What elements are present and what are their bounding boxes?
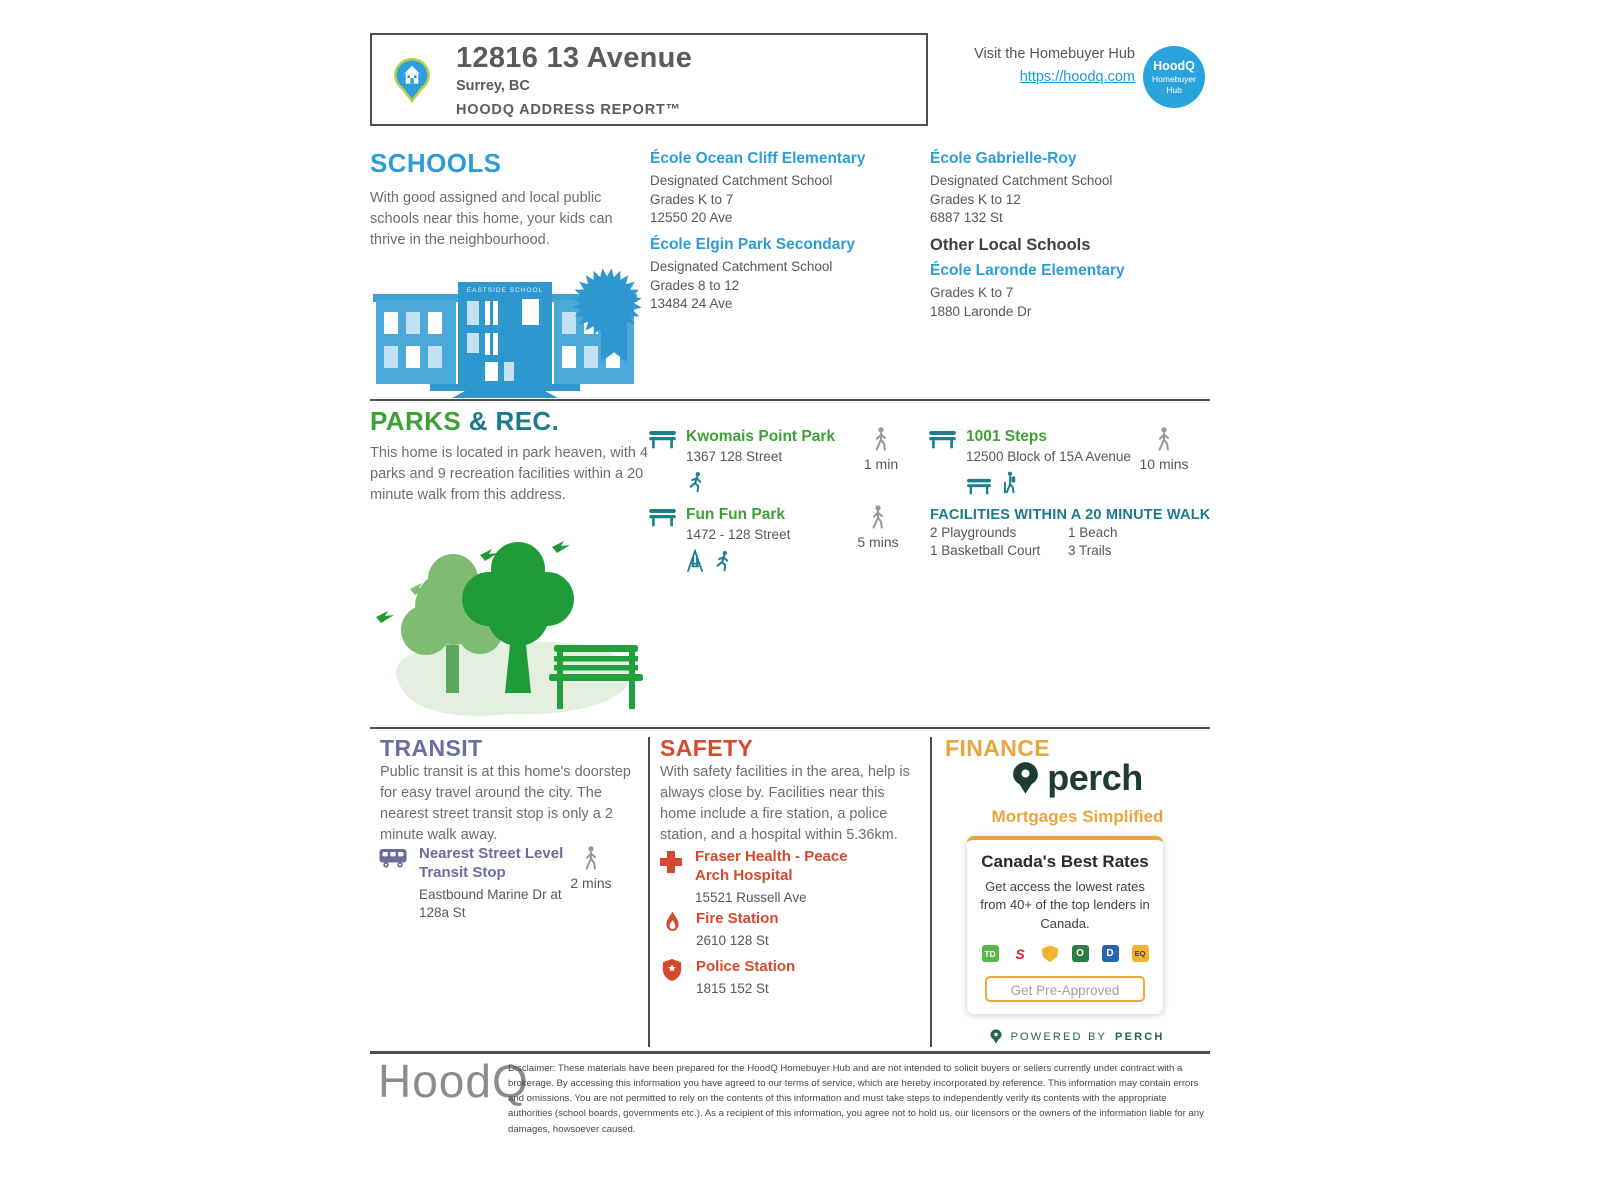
walking-person-icon [580, 845, 602, 872]
park-bench-icon [648, 430, 677, 449]
school-name: École Gabrielle-Roy [930, 150, 1077, 167]
safety-facility-name: Fire Station [696, 910, 779, 927]
school-address: 6887 132 St [930, 210, 1003, 226]
school-address: 13484 24 Ave [650, 296, 733, 312]
column-divider [648, 737, 650, 1047]
transit-stop-address: Eastbound Marine Dr at 128a St [419, 886, 562, 921]
walk-time-label: 1 min [863, 456, 899, 472]
perch-pin-icon [990, 1029, 1002, 1044]
park-name: 1001 Steps [966, 428, 1047, 445]
park-card [928, 428, 1143, 495]
school-grades: Grades 8 to 12 [650, 277, 740, 293]
park-illustration [368, 495, 658, 723]
school-type: Designated Catchment School [650, 173, 833, 188]
powered-by-brand: PERCH [1115, 1030, 1165, 1043]
perch-tagline: Mortgages Simplified [991, 807, 1164, 826]
transit-intro: Public transit is at this home's doorstep for easy travel around the city. The nearest street transit stop is only a 2 minute walk away. [380, 764, 631, 844]
visit-hub-text: Visit the Homebuyer Hub [974, 46, 1135, 62]
walk-time [853, 504, 903, 550]
walk-time [1136, 426, 1192, 472]
safety-card [663, 910, 874, 951]
school-type: Designated Catchment School [650, 259, 833, 274]
schools-intro: With good assigned and local public schools near this home, your kids can thrive in the neighbourhood. [370, 190, 613, 249]
school-grades: Grades K to 7 [930, 285, 1014, 300]
school-address: 1880 Laronde Dr [930, 303, 1032, 319]
runner-icon [713, 550, 732, 573]
park-bench-icon [648, 508, 677, 527]
park-address: 1367 128 Street [686, 449, 783, 464]
badge-line2: Homebuyer [1152, 74, 1196, 85]
perch-wordmark: perch [1047, 757, 1143, 798]
police-shield-icon [661, 958, 683, 982]
school-card [650, 150, 900, 228]
hoodq-homebuyer-hub-badge [1143, 46, 1205, 108]
bus-icon [378, 847, 408, 869]
lender-logos-row [967, 945, 1163, 962]
scotiabank-logo: S [1012, 945, 1029, 962]
safety-facility-name: Fraser Health - Peace Arch Hospital [695, 848, 848, 884]
fire-flame-icon [663, 910, 682, 935]
safety-intro: With safety facilities in the area, help is always close by. Facilities near this home include a fire station, a police station, and a hospital within 5.36km. [660, 764, 910, 844]
safety-facility-address: 15521 Russell Ave [695, 889, 807, 905]
offer-title: Canada's Best Rates [981, 852, 1149, 871]
park-name: Kwomais Point Park [686, 428, 836, 445]
hiker-icon [1001, 471, 1020, 495]
transit-stop-name: Nearest Street Level Transit Stop [419, 845, 564, 881]
shield-lender-logo [1042, 945, 1059, 962]
transit-section-title: TRANSIT [380, 735, 483, 761]
home-location-pin-icon [394, 57, 430, 103]
safety-facility-address: 1815 152 St [696, 980, 769, 996]
homebuyer-hub-promo [935, 46, 1135, 85]
park-address: 12500 Block of 15A Avenue [966, 449, 1131, 464]
powered-by-text: POWERED BY [1010, 1030, 1108, 1043]
schools-section-title: SCHOOLS [370, 148, 502, 178]
school-card [650, 236, 900, 314]
parks-intro: This home is located in park heaven, with 4 parks and 9 recreation facilities within a 20 minute walk from this address. [370, 445, 649, 504]
facility-item: 1 Basketball Court [930, 543, 1041, 558]
park-address: 1472 - 128 Street [686, 527, 791, 542]
desjardins-logo: D [1102, 945, 1119, 962]
school-card [930, 150, 1180, 228]
report-title: HOODQ ADDRESS REPORT™ [456, 101, 681, 118]
school-name: École Laronde Elementary [930, 262, 1125, 279]
hoodq-footer-logo: HoodQ [378, 1055, 529, 1107]
school-grades: Grades K to 7 [650, 191, 734, 207]
section-divider [370, 399, 1210, 401]
transit-stop-card [378, 845, 579, 923]
address-city: Surrey, BC [456, 77, 530, 94]
walk-time [566, 845, 616, 891]
walking-person-icon [867, 504, 889, 531]
park-card [648, 506, 853, 573]
badge-brand: HoodQ [1153, 59, 1195, 74]
parks-title-teal: & REC. [461, 406, 560, 436]
column-divider [930, 737, 932, 1047]
page-title-address: 12816 13 Avenue [456, 41, 693, 74]
hospital-cross-icon [658, 849, 684, 875]
safety-facility-address: 2610 128 St [696, 932, 769, 948]
safety-section-title: SAFETY [660, 735, 754, 761]
finance-section-title: FINANCE [945, 735, 1051, 761]
facility-item: 1 Beach [1068, 525, 1118, 540]
school-name: École Ocean Cliff Elementary [650, 150, 866, 167]
school-card [930, 262, 1180, 321]
perch-logo [945, 757, 1210, 799]
section-divider [370, 727, 1210, 729]
offer-text: Get access the lowest rates from 40+ of the top lenders in Canada. [980, 879, 1150, 931]
park-card [648, 428, 853, 494]
school-type: Designated Catchment School [930, 173, 1113, 188]
finance-offer-card [967, 836, 1163, 1014]
facilities-title: FACILITIES WITHIN A 20 MINUTE WALK [930, 507, 1211, 523]
parks-section-title [370, 406, 559, 437]
school-address: 12550 20 Ave [650, 210, 733, 226]
walk-time-label: 2 mins [570, 875, 612, 891]
walking-person-icon [870, 426, 892, 453]
svg-text:EASTSIDE SCHOOL: EASTSIDE SCHOOL [466, 287, 544, 294]
walk-time [858, 426, 904, 472]
facility-item: 3 Trails [1068, 543, 1112, 558]
facility-item: 2 Playgrounds [930, 525, 1017, 540]
badge-line3: Hub [1166, 84, 1182, 95]
eq-bank-logo: EQ [1132, 945, 1149, 962]
disclaimer-text: Disclaimer: These materials have been prepared for the HoodQ Homebuyer Hub and are not intended to solicit buyers or sellers currently under contract with a brokerage. By accessing this information you have agreed to our terms of service, which are hereby incorporated by reference. This information may contain errors and omissions. You are not permitted to rely on the contents of this information and must take steps to independently verify its contents with the appropriate authorities (school boards, governments etc.). As a recipient of this information, you agree not to hold us, our licensors or the owners of the information liable for any damages, howsoever caused. [508, 1063, 1204, 1135]
td-bank-logo: TD [982, 945, 999, 962]
o-lender-logo: O [1072, 945, 1089, 962]
parks-title-green: PARKS [370, 406, 462, 436]
runner-icon [686, 471, 705, 494]
perch-pin-icon [1012, 761, 1039, 795]
get-pre-approved-button[interactable]: Get Pre-Approved [985, 976, 1145, 1002]
walk-time-label: 5 mins [857, 534, 899, 550]
school-grades: Grades K to 12 [930, 191, 1021, 207]
bench-icon [966, 478, 992, 495]
walk-time-label: 10 mins [1139, 456, 1189, 472]
address-header-box [370, 33, 928, 126]
safety-card [658, 848, 873, 907]
safety-facility-name: Police Station [696, 958, 796, 975]
powered-by-perch [945, 1029, 1210, 1044]
hoodq-link[interactable]: https://hoodq.com [1019, 69, 1135, 85]
other-local-schools-title: Other Local Schools [930, 236, 1091, 254]
award-starburst-icon [571, 267, 643, 339]
walking-person-icon [1153, 426, 1175, 453]
park-name: Fun Fun Park [686, 506, 786, 523]
park-bench-icon [928, 430, 957, 449]
school-name: École Elgin Park Secondary [650, 236, 856, 253]
swing-icon [686, 549, 704, 573]
safety-card [661, 958, 874, 999]
